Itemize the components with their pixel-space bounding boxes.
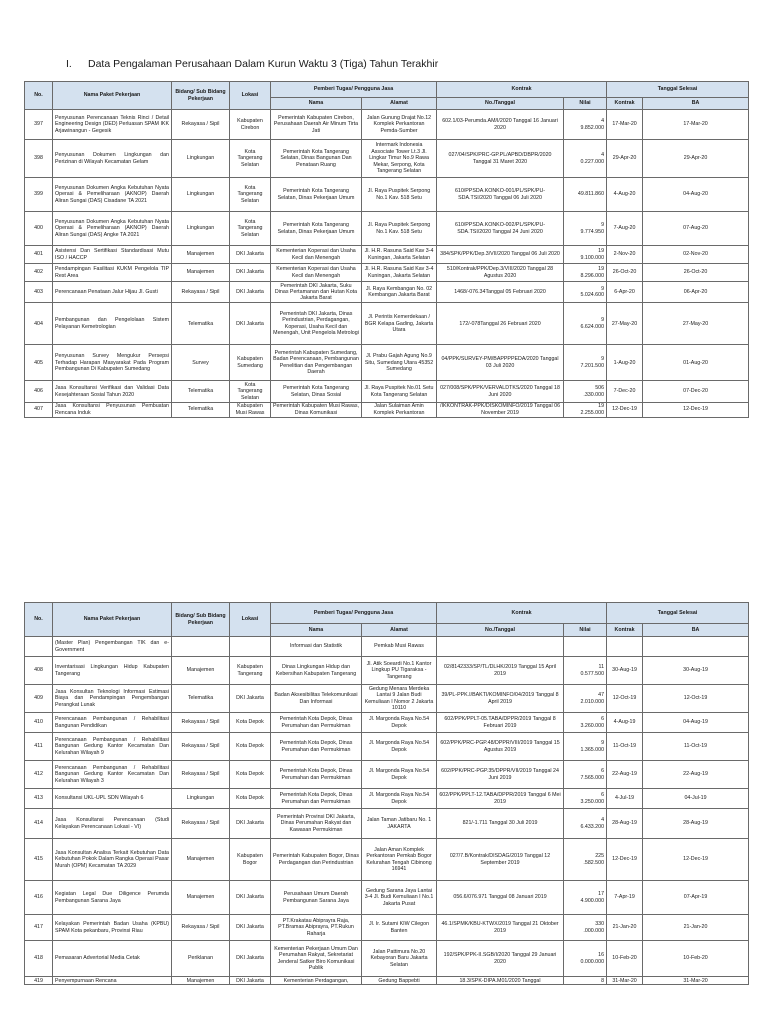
table-row xyxy=(25,303,749,345)
cell-bidang: Rekayasa / Sipil xyxy=(172,713,230,733)
cell-tgl-kontrak: 17-Mar-20 xyxy=(607,110,643,140)
cell-nilai: 4 6.433.200 xyxy=(564,809,607,839)
cell-tgl-ba: 30-Aug-19 xyxy=(643,657,749,685)
col-header-nilai: Nilai xyxy=(564,624,607,637)
cell-no: 402 xyxy=(25,264,53,282)
cell-nilai: 6 3.260.000 xyxy=(564,713,607,733)
cell-kontrak-no-tanggal: 602/PPK/PPLT-12.TABA/DPPR/2019 Tanggal 6 Mei 2019 xyxy=(437,789,564,809)
cell-bidang: Rekayasa / Sipil xyxy=(172,761,230,789)
table-row xyxy=(25,381,749,402)
cell-kontrak-no-tanggal xyxy=(437,637,564,657)
cell-nilai: 225 .582.500 xyxy=(564,839,607,881)
cell-tgl-ba: 07-Aug-20 xyxy=(643,212,749,246)
cell-lokasi: DKI Jakarta xyxy=(230,685,271,713)
cell-nama-paket: Konsultansi UKL-UPL SDN Wilayah 6 xyxy=(53,789,172,809)
cell-tgl-kontrak: 4-Aug-20 xyxy=(607,178,643,212)
cell-bidang: Lingkungan xyxy=(172,140,230,178)
table-row xyxy=(25,761,749,789)
cell-kontrak-no-tanggal: 602/PPK/PRC-PGP.35/DPPR/VII/2019 Tanggal 24 Juni 2019 xyxy=(437,761,564,789)
cell-tgl-ba: 07-Apr-19 xyxy=(643,881,749,915)
cell-pemberi-alamat: Jalan Taman Jatibaru No. 1 JAKARTA xyxy=(362,809,437,839)
cell-nama-paket: Asistensi Dan Sertifikasi Standardisasi Mutu ISO / HACCP xyxy=(53,246,172,264)
cell-kontrak-no-tanggal: 056.6/076.971 Tanggal 08 Januari 2019 xyxy=(437,881,564,915)
cell-kontrak-no-tanggal: 602/PPK/PRC-PGP.48/DPPR/VIII/2019 Tanggal 15 Agustus 2019 xyxy=(437,733,564,761)
cell-bidang xyxy=(172,637,230,657)
table-row xyxy=(25,941,749,977)
cell-tgl-ba: 22-Aug-19 xyxy=(643,761,749,789)
cell-no: 418 xyxy=(25,941,53,977)
cell-pemberi-nama: Pemerintah Kota Depok, Dinas Perumahan dan Permukiman xyxy=(271,713,362,733)
table-row xyxy=(25,246,749,264)
cell-bidang: Telematika xyxy=(172,303,230,345)
table-row xyxy=(25,140,749,178)
cell-lokasi: Kabupaten Bogor xyxy=(230,839,271,881)
cell-nilai: 506 .330.000 xyxy=(564,381,607,402)
cell-nilai: 6 7.565.000 xyxy=(564,761,607,789)
section-title: Data Pengalaman Perusahaan Dalam Kurun Waktu 3 (Tiga) Tahun Terakhir xyxy=(88,58,439,70)
cell-tgl-ba: 11-Oct-19 xyxy=(643,733,749,761)
cell-kontrak-no-tanggal: 510/Kontrak/PPK/Dep.3/VIII/2020 Tanggal 28 Agustus 2020 xyxy=(437,264,564,282)
cell-nilai: 330 .000.000 xyxy=(564,915,607,941)
table-row xyxy=(25,789,749,809)
cell-bidang: Lingkungan xyxy=(172,789,230,809)
cell-nama-paket: Jasa Konsultansi Verifikasi dan Validasi Data Kesejahteraan Sosial Tahun 2020 xyxy=(53,381,172,402)
table-row xyxy=(25,881,749,915)
table-row xyxy=(25,977,749,985)
cell-no: 410 xyxy=(25,713,53,733)
cell-lokasi: Kota Tangerang Selatan xyxy=(230,212,271,246)
cell-kontrak-no-tanggal: 04/PPK/SURVEY-PM/BAPPPPEDA/2020 Tanggal 03 Juli 2020 xyxy=(437,345,564,381)
cell-pemberi-alamat: Pemkab Musi Rawas xyxy=(362,637,437,657)
cell-bidang: Lingkungan xyxy=(172,212,230,246)
col-header-no: No. xyxy=(25,82,53,110)
cell-no: 409 xyxy=(25,685,53,713)
cell-kontrak-no-tanggal: 027/04/SPK/PRC-GP.PL/APBD/DBPR/2020 Tanggal 31 Maret 2020 xyxy=(437,140,564,178)
cell-pemberi-alamat: Jl. Raya Puspitek Serpong No.1 Kav. 518 Setu xyxy=(362,178,437,212)
cell-pemberi-alamat: Jl. Raya Puspitek No.01 Setu Kota Tangerang Selatan xyxy=(362,381,437,402)
cell-lokasi: Kabupaten Tangerang xyxy=(230,657,271,685)
cell-no: 415 xyxy=(25,839,53,881)
cell-kontrak-no-tanggal: 027/008/SPK/PPK/VERVALDTKS/2020 Tanggal 18 Juni 2020 xyxy=(437,381,564,402)
cell-nilai: 9 1.365.000 xyxy=(564,733,607,761)
table-row xyxy=(25,657,749,685)
experience-table-page-2 xyxy=(24,602,749,985)
col-header-tgl-kontrak: Kontrak xyxy=(607,624,643,637)
cell-lokasi: Kabupaten Musi Rawas xyxy=(230,402,271,417)
col-header-nama: Nama xyxy=(271,624,362,637)
cell-lokasi: DKI Jakarta xyxy=(230,977,271,985)
table-row xyxy=(25,178,749,212)
col-header-nama-paket: Nama Paket Pekerjaan xyxy=(53,603,172,637)
cell-no: 419 xyxy=(25,977,53,985)
cell-kontrak-no-tanggal: 821/-1.711 Tanggal 30 Juli 2019 xyxy=(437,809,564,839)
cell-tgl-kontrak: 29-Apr-20 xyxy=(607,140,643,178)
col-header-alamat: Alamat xyxy=(362,624,437,637)
cell-bidang: Manajemen xyxy=(172,246,230,264)
cell-nilai: 9 6.624.000 xyxy=(564,303,607,345)
table-row xyxy=(25,212,749,246)
cell-no: 404 xyxy=(25,303,53,345)
col-header-kontrak: Kontrak xyxy=(437,603,607,624)
cell-nama-paket: Pembangunan dan Pengelolaan Sistem Pelayanan Kemetrologian xyxy=(53,303,172,345)
cell-tgl-ba: 04-Jul-19 xyxy=(643,789,749,809)
cell-tgl-ba: 06-Apr-20 xyxy=(643,282,749,303)
cell-lokasi: Kota Depok xyxy=(230,733,271,761)
col-header-no: No. xyxy=(25,603,53,637)
col-header-bidang: Bidang/ Sub Bidang Pekerjaan xyxy=(172,82,230,110)
cell-pemberi-alamat: Jl. Ir. Sutami KIW Cilegon Banten xyxy=(362,915,437,941)
cell-kontrak-no-tanggal: 172/-078Tanggal 26 Februari 2020 xyxy=(437,303,564,345)
cell-kontrak-no-tanggal: 384/SPK/PPK/Dep.3/VII/2020 Tanggal 06 Juli 2020 xyxy=(437,246,564,264)
cell-nilai: 19 2.255.000 xyxy=(564,402,607,417)
cell-nama-paket: Jasa Konsultan Teknologi Informasi Estimasi Biaya dan Pendampingan Pengembangan Perangkat Lunak xyxy=(53,685,172,713)
cell-kontrak-no-tanggal: 602/PPK/PPLT-05.TABA/DPPR/2019 Tanggal 8 Februari 2019 xyxy=(437,713,564,733)
cell-pemberi-nama: Pemerintah Kota Tangerang Selatan, Dinas Sosial xyxy=(271,381,362,402)
cell-nama-paket: Perencanaan Pembangunan / Rehabilitasi Bangunan Gedung Kantor Kecamatan Dan Kelurahan Wilayah 3 xyxy=(53,761,172,789)
cell-tgl-ba: 26-Oct-20 xyxy=(643,264,749,282)
cell-pemberi-alamat: Gedung Sarana Jaya Lantai 3-4 Jl. Budi Kemuliaan I No.1 Jakarta Pusat xyxy=(362,881,437,915)
cell-nilai: 9 9.774.950 xyxy=(564,212,607,246)
cell-tgl-ba: 27-May-20 xyxy=(643,303,749,345)
cell-pemberi-nama: Pemerintah Kabupaten Sumedang, Badan Perencanaan, Pembangunan Penelitian dan Pengembangan Daerah xyxy=(271,345,362,381)
cell-pemberi-nama: Badan Aksesibilitas Telekomunikasi Dan Informasi xyxy=(271,685,362,713)
section-heading xyxy=(66,58,438,70)
cell-tgl-kontrak: 28-Aug-19 xyxy=(607,809,643,839)
cell-lokasi: DKI Jakarta xyxy=(230,941,271,977)
cell-nilai: 19 8.296.000 xyxy=(564,264,607,282)
cell-nilai: 9 7.201.500 xyxy=(564,345,607,381)
cell-lokasi: Kabupaten Cirebon xyxy=(230,110,271,140)
cell-lokasi: Kota Tangerang Selatan xyxy=(230,140,271,178)
cell-tgl-ba: 12-Dec-19 xyxy=(643,839,749,881)
cell-tgl-ba: 31-Mar-20 xyxy=(643,977,749,985)
cell-pemberi-alamat: Gedung Bappebti xyxy=(362,977,437,985)
cell-pemberi-nama: Pemerintah Kota Tangerang Selatan, Dinas Pekerjaan Umum xyxy=(271,212,362,246)
cell-pemberi-nama: Kementerian Pekerjaan Umum Dan Perumahan Rakyat, Sekretariat Jenderal Satker Biro Komunikasi Publik xyxy=(271,941,362,977)
cell-pemberi-nama: Pemerintah Kota Depok, Dinas Perumahan dan Permukiman xyxy=(271,761,362,789)
cell-tgl-ba xyxy=(643,637,749,657)
cell-pemberi-alamat: Jalan Sulaiman Amin Komplek Perkantoran xyxy=(362,402,437,417)
cell-no: 414 xyxy=(25,809,53,839)
col-header-pemberi-tugas: Pemberi Tugas/ Pengguna Jasa xyxy=(271,82,437,98)
cell-nama-paket: Kelayakan Pemerintah Badan Usaha (KPBU) SPAM Kota pekanbaru, Provinsi Riau xyxy=(53,915,172,941)
cell-kontrak-no-tanggal: 610/PPSDA.KONKO-002/PL/SPK/PU-SDA.TSI/2020 Tanggal 24 Juni 2020 xyxy=(437,212,564,246)
cell-no: 411 xyxy=(25,733,53,761)
cell-bidang: Manajemen xyxy=(172,839,230,881)
cell-pemberi-alamat: Jl. Raya Puspitek Serpong No.1 Kav. 518 Setu xyxy=(362,212,437,246)
cell-nama-paket: Kegiatan Legal Due Diligence Perumda Pembangunan Sarana Jaya xyxy=(53,881,172,915)
table-row xyxy=(25,733,749,761)
cell-kontrak-no-tanggal: 18.3/SPK-DIPA.M01/2020 Tanggal xyxy=(437,977,564,985)
col-header-lokasi: Lokasi xyxy=(230,82,271,110)
cell-pemberi-alamat: Jl. H.R. Rasuna Said Kav 3-4 Kuningan, Jakarta Selatan xyxy=(362,246,437,264)
cell-tgl-ba: 10-Feb-20 xyxy=(643,941,749,977)
col-header-pemberi-tugas: Pemberi Tugas/ Pengguna Jasa xyxy=(271,603,437,624)
cell-lokasi: DKI Jakarta xyxy=(230,881,271,915)
cell-pemberi-nama: Pemerintah DKI Jakarta, Suku Dinas Pertamanan dan Hutan Kota Jakarta Barat xyxy=(271,282,362,303)
cell-bidang: Rekayasa / Sipil xyxy=(172,733,230,761)
cell-bidang: Lingkungan xyxy=(172,178,230,212)
cell-pemberi-alamat: Jl. Prabu Gajah Agung No.9 Situ, Sumedang Utara 45352 Sumedang xyxy=(362,345,437,381)
cell-tgl-ba: 21-Jan-20 xyxy=(643,915,749,941)
cell-kontrak-no-tanggal: 602.1/03-Perumda.AM/I/2020 Tanggal 16 Januari 2020 xyxy=(437,110,564,140)
cell-pemberi-nama: PT.Krakatau Abiprayra Raja, PT.Bramas Abiprayra, PT.Rukun Raharja xyxy=(271,915,362,941)
cell-no: 412 xyxy=(25,761,53,789)
cell-nilai: 47 2.010.000 xyxy=(564,685,607,713)
cell-pemberi-nama: Pemerintah Kabupaten Bogor, Dinas Perdagangan dan Perindustrian xyxy=(271,839,362,881)
cell-pemberi-nama: Kementerian Perdagangan, xyxy=(271,977,362,985)
cell-tgl-kontrak: 4-Jul-19 xyxy=(607,789,643,809)
cell-nama-paket: Penyusunan Dokumen Angka Kebutuhan Nyata Operasi & Pemeliharaan (AKNOP) Daerah Aliran Sungai (DAS) Angke TA 2021 xyxy=(53,212,172,246)
cell-tgl-ba: 17-Mar-20 xyxy=(643,110,749,140)
cell-kontrak-no-tanggal: 192/SPK/PPK-II.SGB/I/2020 Tanggal 29 Januari 2020 xyxy=(437,941,564,977)
cell-nilai: 11 0.577.500 xyxy=(564,657,607,685)
cell-bidang: Rekayasa / Sipil xyxy=(172,110,230,140)
cell-tgl-ba: 12-Dec-19 xyxy=(643,402,749,417)
cell-nama-paket: Penyusunan Dokumen Lingkungan dan Perizinan di Wilayah Kecamatan Gelam xyxy=(53,140,172,178)
cell-tgl-kontrak xyxy=(607,637,643,657)
cell-pemberi-alamat: Jalan Aman Komplek Perkantoran Pemkab Bogor Kelurahan Tengah Cibinong 16941 xyxy=(362,839,437,881)
experience-table-page-1 xyxy=(24,81,749,418)
cell-pemberi-nama: Pemerintah Kota Depok, Dinas Perumahan dan Permukiman xyxy=(271,789,362,809)
cell-pemberi-alamat: Jl. Margonda Raya No.54 Depok xyxy=(362,733,437,761)
cell-pemberi-alamat: Jl. Margonda Raya No.54 Depok xyxy=(362,713,437,733)
cell-tgl-kontrak: 1-Aug-20 xyxy=(607,345,643,381)
cell-nama-paket: (Master Plan) Pengembangan TIK dan e-Government xyxy=(53,637,172,657)
cell-tgl-kontrak: 11-Oct-19 xyxy=(607,733,643,761)
cell-nama-paket: Perencanaan Pembangunan / Rehabilitasi Bangunan Gedung Kantor Kecamatan Dan Kelurahan Wilayah 9 xyxy=(53,733,172,761)
cell-bidang: Rekayasa / Sipil xyxy=(172,809,230,839)
cell-kontrak-no-tanggal: 1468/-076.34Tanggal 05 Februari 2020 xyxy=(437,282,564,303)
cell-tgl-kontrak: 7-Dec-20 xyxy=(607,381,643,402)
cell-pemberi-nama: Pemerintah Kabupaten Cirebon, Perusahaan Daerah Air Minum Tirta Jati xyxy=(271,110,362,140)
cell-bidang: Telematika xyxy=(172,381,230,402)
cell-no: 413 xyxy=(25,789,53,809)
cell-kontrak-no-tanggal: 027/7.B/Kontrak/DISDAG/2019 Tanggal 12 September 2019 xyxy=(437,839,564,881)
cell-no: 397 xyxy=(25,110,53,140)
cell-bidang: Telematika xyxy=(172,402,230,417)
table-row xyxy=(25,915,749,941)
table-row xyxy=(25,713,749,733)
cell-nama-paket: Penyusunan Survey Mengukur Persepsi Terhadap Harapan Masyarakat Pada Program Pembangunan Di Kabupaten Sumedang xyxy=(53,345,172,381)
cell-lokasi: Kota Depok xyxy=(230,789,271,809)
col-header-alamat: Alamat xyxy=(362,98,437,110)
cell-no: 408 xyxy=(25,657,53,685)
cell-tgl-ba: 01-Aug-20 xyxy=(643,345,749,381)
cell-nama-paket: Pemasaran Advertorial Media Cetak xyxy=(53,941,172,977)
cell-tgl-ba: 28-Aug-19 xyxy=(643,809,749,839)
cell-pemberi-alamat: Jl. Atik Soeardi No.1 Kantor Lingkup PU Tigaraksa - Tangerang xyxy=(362,657,437,685)
cell-tgl-kontrak: 7-Apr-19 xyxy=(607,881,643,915)
cell-pemberi-nama: Pemerintah Kota Tangerang Selatan, Dinas Bangunan Dan Penataan Ruang xyxy=(271,140,362,178)
cell-pemberi-nama: Kementerian Koperasi dan Usaha Kecil dan Menengah xyxy=(271,264,362,282)
cell-nilai: 6 3.250.000 xyxy=(564,789,607,809)
cell-pemberi-nama: Informasi dan Statistik xyxy=(271,637,362,657)
cell-tgl-kontrak: 12-Oct-19 xyxy=(607,685,643,713)
col-header-nilai: Nilai xyxy=(564,98,607,110)
cell-pemberi-nama: Pemerintah Kabupaten Musi Rawas, Dinas Komunikasi xyxy=(271,402,362,417)
col-header-no-tanggal: No./Tanggal xyxy=(437,624,564,637)
col-header-ba: BA xyxy=(643,624,749,637)
cell-nilai: 9 5.024.600 xyxy=(564,282,607,303)
cell-tgl-ba: 04-Aug-20 xyxy=(643,178,749,212)
cell-nilai: 49.811.860 xyxy=(564,178,607,212)
cell-pemberi-alamat: Jl. Margonda Raya No.54 Depok xyxy=(362,761,437,789)
cell-nama-paket: Penyusunan Dokumen Angka Kebutuhan Nyata Operasi & Pemeliharaan (AKNOP) Daerah Aliran Sungai (DAS) Cisadane TA 2021 xyxy=(53,178,172,212)
cell-lokasi: Kota Tangerang Selatan xyxy=(230,381,271,402)
cell-nilai: 16 0.000.000 xyxy=(564,941,607,977)
cell-pemberi-alamat: Jl. Perintis Kemerdekaan / BGR Kelapa Gading, Jakarta Utara xyxy=(362,303,437,345)
cell-bidang: Manajemen xyxy=(172,264,230,282)
cell-no: 399 xyxy=(25,178,53,212)
cell-bidang: Periklanan xyxy=(172,941,230,977)
cell-lokasi: Kabupaten Sumedang xyxy=(230,345,271,381)
cell-kontrak-no-tanggal: 610/PPSDA.KONKO-001/PL/SPK/PU-SDA.TSI/2020 Tanggal 06 Juli 2020 xyxy=(437,178,564,212)
cell-tgl-kontrak: 27-May-20 xyxy=(607,303,643,345)
cell-bidang: Telematika xyxy=(172,685,230,713)
cell-pemberi-nama: Perusahaan Umum Daerah Pembangunan Sarana Jaya xyxy=(271,881,362,915)
cell-tgl-kontrak: 26-Oct-20 xyxy=(607,264,643,282)
cell-no: 401 xyxy=(25,246,53,264)
table-row xyxy=(25,839,749,881)
cell-tgl-kontrak: 21-Jan-20 xyxy=(607,915,643,941)
cell-lokasi: DKI Jakarta xyxy=(230,282,271,303)
table-row xyxy=(25,110,749,140)
cell-tgl-kontrak: 6-Apr-20 xyxy=(607,282,643,303)
cell-nilai: 4 9.852.000 xyxy=(564,110,607,140)
cell-tgl-ba: 04-Aug-19 xyxy=(643,713,749,733)
cell-tgl-kontrak: 31-Mar-20 xyxy=(607,977,643,985)
cell-tgl-ba: 07-Dec-20 xyxy=(643,381,749,402)
cell-lokasi: Kota Tangerang Selatan xyxy=(230,178,271,212)
cell-pemberi-nama: Pemerintah Kota Depok, Dinas Perumahan dan Permukiman xyxy=(271,733,362,761)
cell-no xyxy=(25,637,53,657)
col-header-tanggal-selesai: Tanggal Selesai xyxy=(607,82,749,98)
cell-pemberi-nama: Kementerian Koperasi dan Usaha Kecil dan Menengah xyxy=(271,246,362,264)
cell-lokasi: DKI Jakarta xyxy=(230,246,271,264)
cell-no: 398 xyxy=(25,140,53,178)
cell-no: 417 xyxy=(25,915,53,941)
cell-nama-paket: Penyempurnaan Rencana xyxy=(53,977,172,985)
cell-bidang: Rekayasa / Sipil xyxy=(172,915,230,941)
cell-lokasi: Kota Depok xyxy=(230,713,271,733)
cell-lokasi: DKI Jakarta xyxy=(230,809,271,839)
cell-no: 416 xyxy=(25,881,53,915)
cell-kontrak-no-tanggal: 46.1/SPMK/KBU-KTWX/2019 Tanggal 21 Oktober 2019 xyxy=(437,915,564,941)
cell-pemberi-nama: Dinas Lingkungan Hidup dan Kebersihan Kabupaten Tangerang xyxy=(271,657,362,685)
cell-bidang: Manajemen xyxy=(172,881,230,915)
cell-nama-paket: Penyusunan Perencanaan Teknis Rinci / Detail Engineering Design (DED) Perluasan SPAM IKK Arjawinangun - Gegesik xyxy=(53,110,172,140)
cell-kontrak-no-tanggal: 02/8142333/SP/TL/DLHK/2019 Tanggal 15 April 2019 xyxy=(437,657,564,685)
col-header-ba: BA xyxy=(643,98,749,110)
cell-nilai: 8 xyxy=(564,977,607,985)
col-header-no-tanggal: No./Tanggal xyxy=(437,98,564,110)
cell-pemberi-nama: Pemerintah DKI Jakarta, Dinas Perindustrian, Perdagangan, Koperasi, Usaha Kecil dan Menengah, Unit Pengelola Metrologi xyxy=(271,303,362,345)
cell-pemberi-alamat: Jl. Margonda Raya No.54 Depok xyxy=(362,789,437,809)
cell-kontrak-no-tanggal: /IKKONTRAK-PPK/DISKOMINFO/2019 Tanggal 06 November 2019 xyxy=(437,402,564,417)
cell-nilai xyxy=(564,637,607,657)
cell-tgl-kontrak: 10-Feb-20 xyxy=(607,941,643,977)
col-header-tanggal-selesai: Tanggal Selesai xyxy=(607,603,749,624)
cell-pemberi-alamat: Gedung Menara Merdeka Lantai 9 Jalan Budi Kemuliaan I Nomor 2 Jakarta 10110 xyxy=(362,685,437,713)
table-row xyxy=(25,402,749,417)
cell-nilai: 19 9.100.000 xyxy=(564,246,607,264)
table-row xyxy=(25,264,749,282)
col-header-nama: Nama xyxy=(271,98,362,110)
table-row xyxy=(25,637,749,657)
cell-kontrak-no-tanggal: 39/PL-PPK.I/BAKTI/KOMINFO/04/2019 Tanggal 8 April 2019 xyxy=(437,685,564,713)
cell-nilai: 4 0.227.000 xyxy=(564,140,607,178)
col-header-bidang: Bidang/ Sub Bidang Pekerjaan xyxy=(172,603,230,637)
table-row xyxy=(25,809,749,839)
cell-pemberi-alamat: Intermark Indonesia Associate Tower Lt.3 Jl. Lingkar Timur No.9 Rawa Mekar, Serpong, Kota Tangerang Selatan xyxy=(362,140,437,178)
cell-lokasi xyxy=(230,637,271,657)
cell-pemberi-alamat: Jl. Raya Kembangan No. 02 Kembangan Jakarta Barat xyxy=(362,282,437,303)
col-header-tgl-kontrak: Kontrak xyxy=(607,98,643,110)
cell-bidang: Rekayasa / Sipil xyxy=(172,282,230,303)
cell-pemberi-nama: Pemerintah Provinsi DKI Jakarta, Dinas Perumahan Rakyat dan Kawasan Permukiman xyxy=(271,809,362,839)
cell-pemberi-nama: Pemerintah Kota Tangerang Selatan, Dinas Pekerjaan Umum xyxy=(271,178,362,212)
cell-nama-paket: Inventarisasi Lingkungan Hidup Kabupaten Tangerang xyxy=(53,657,172,685)
cell-tgl-ba: 02-Nov-20 xyxy=(643,246,749,264)
cell-nama-paket: Perencanaan Pembangunan / Rehabilitasi Bangunan Pendidikan xyxy=(53,713,172,733)
cell-tgl-kontrak: 2-Nov-20 xyxy=(607,246,643,264)
cell-nilai: 17 4.900.000 xyxy=(564,881,607,915)
cell-no: 400 xyxy=(25,212,53,246)
cell-nama-paket: Pendampingan Fasilitasi KUKM Pengelola TIP Rest Area xyxy=(53,264,172,282)
cell-bidang: Manajemen xyxy=(172,977,230,985)
cell-nama-paket: Jasa Konsultansi Perencanaan (Studi Kelayakan Perencanaan Lokasi - VI) xyxy=(53,809,172,839)
cell-tgl-kontrak: 12-Dec-19 xyxy=(607,402,643,417)
cell-lokasi: Kota Depok xyxy=(230,761,271,789)
cell-pemberi-alamat: Jalan Pattimura No.20 Kebayoran Baru Jakarta Selatan xyxy=(362,941,437,977)
cell-lokasi: DKI Jakarta xyxy=(230,264,271,282)
cell-tgl-ba: 12-Oct-19 xyxy=(643,685,749,713)
cell-tgl-kontrak: 30-Aug-19 xyxy=(607,657,643,685)
cell-pemberi-alamat: Jalan Gunung Drajat No.12 Komplek Perkantoran Pemda-Sumber xyxy=(362,110,437,140)
section-number: I. xyxy=(66,58,72,70)
cell-bidang: Manajemen xyxy=(172,657,230,685)
cell-no: 406 xyxy=(25,381,53,402)
cell-no: 405 xyxy=(25,345,53,381)
cell-tgl-ba: 29-Apr-20 xyxy=(643,140,749,178)
table-row xyxy=(25,685,749,713)
cell-tgl-kontrak: 7-Aug-20 xyxy=(607,212,643,246)
col-header-nama-paket: Nama Paket Pekerjaan xyxy=(53,82,172,110)
cell-tgl-kontrak: 12-Dec-19 xyxy=(607,839,643,881)
col-header-lokasi: Lokasi xyxy=(230,603,271,637)
cell-lokasi: DKI Jakarta xyxy=(230,303,271,345)
table-row xyxy=(25,282,749,303)
cell-nama-paket: Jasa Konsultan Analisa Terkait Kebutuhan Data Kebutuhan Pokok Dalam Rangka Operasi Pasar Murah (OPM) Kecamatan TA 2029 xyxy=(53,839,172,881)
table-row xyxy=(25,345,749,381)
col-header-kontrak: Kontrak xyxy=(437,82,607,98)
cell-tgl-kontrak: 4-Aug-19 xyxy=(607,713,643,733)
cell-tgl-kontrak: 22-Aug-19 xyxy=(607,761,643,789)
cell-no: 403 xyxy=(25,282,53,303)
cell-lokasi: DKI Jakarta xyxy=(230,915,271,941)
cell-nama-paket: Jasa Konsultansi Penyusunan Pembuatan Rencana Induk xyxy=(53,402,172,417)
cell-nama-paket: Perencanaan Penataan Jalur Hijau Jl. Gusti xyxy=(53,282,172,303)
cell-pemberi-alamat: Jl. H.R. Rasuna Said Kav 3-4 Kuningan, Jakarta Selatan xyxy=(362,264,437,282)
cell-bidang: Survey xyxy=(172,345,230,381)
cell-no: 407 xyxy=(25,402,53,417)
